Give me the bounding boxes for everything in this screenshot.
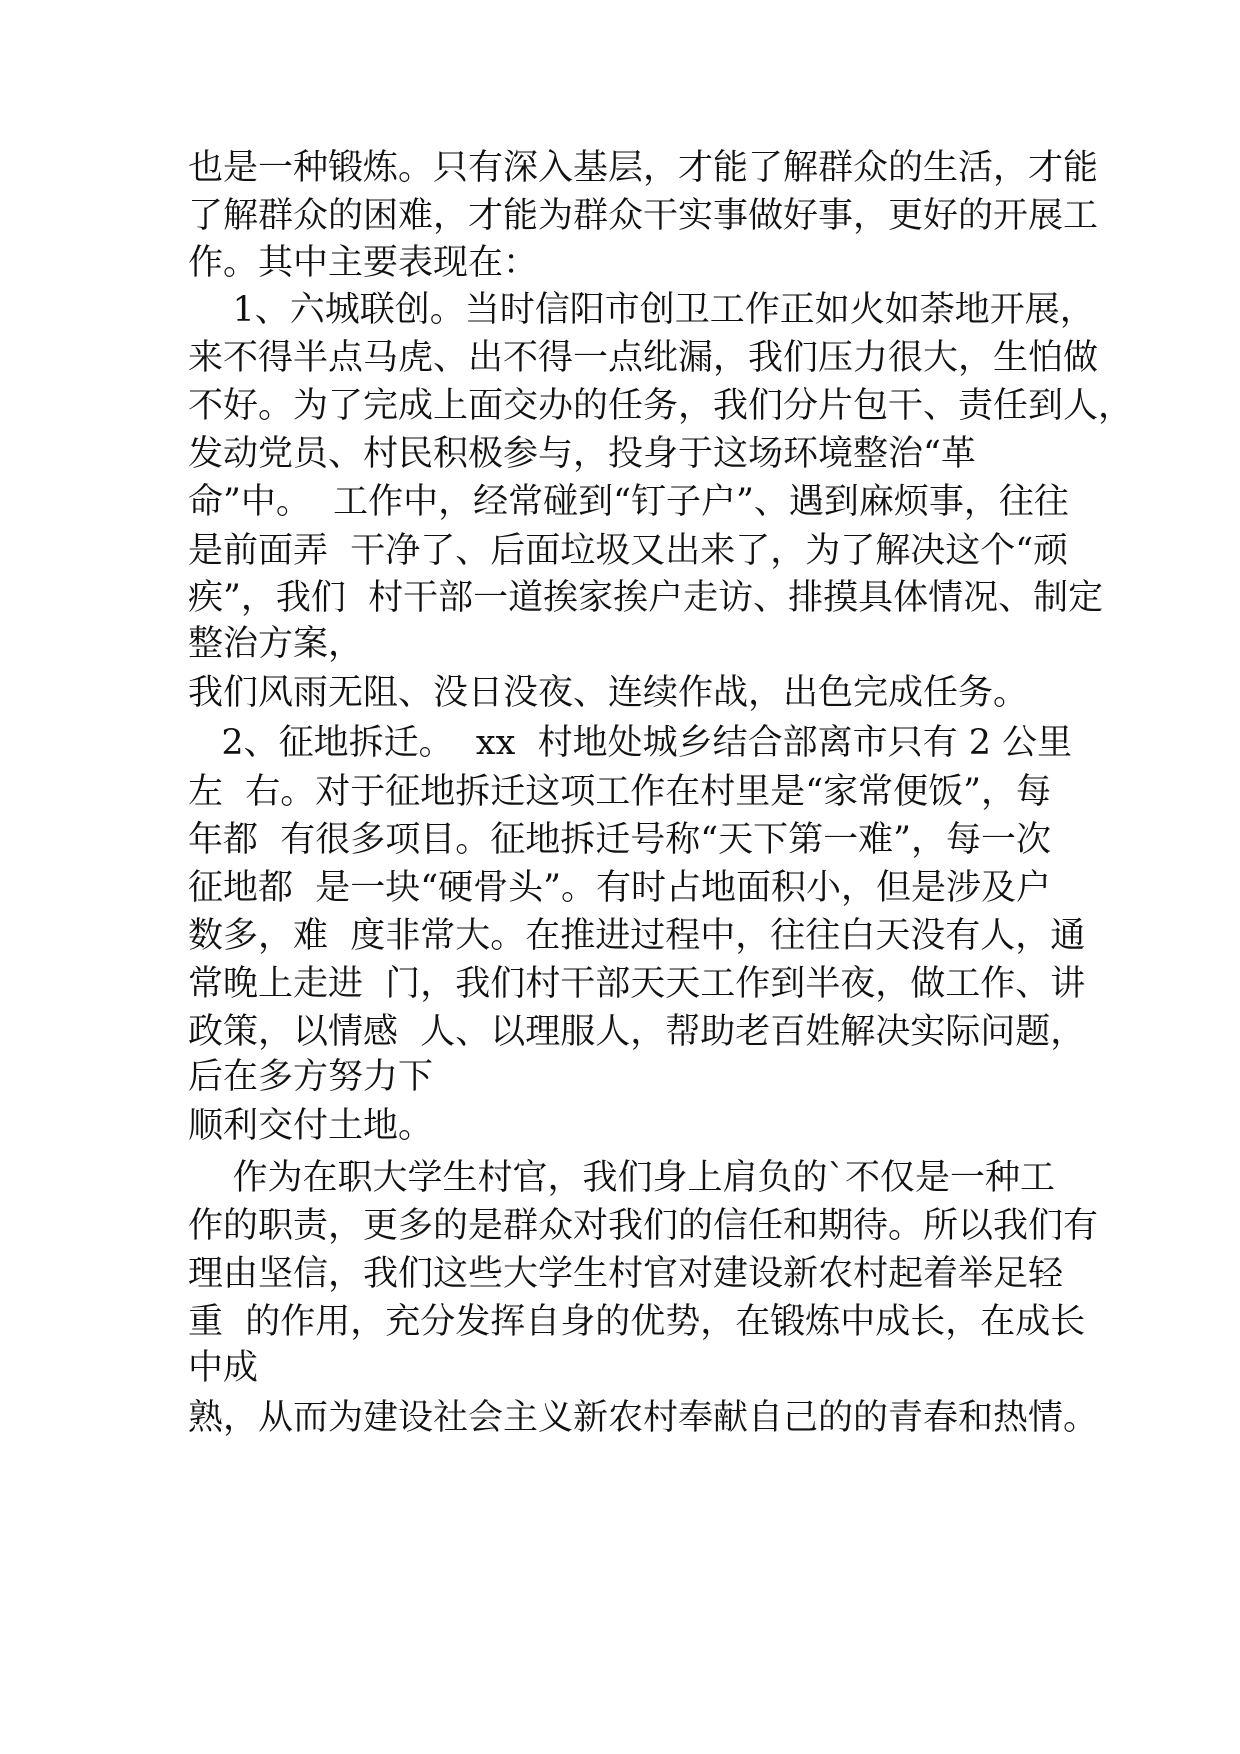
text-line: 顺利交付土地。 <box>188 1106 434 1146</box>
text-line: 数多，难 度非常大。在推进过程中，往往白天没有人，通 <box>188 916 1086 956</box>
text-line: 征地都 是一块“硬骨头”。有时占地面积小，但是涉及户 <box>188 868 1052 908</box>
text-line: 整治方案， <box>188 624 364 664</box>
text-line: 不好。为了完成上面交办的任务，我们分片包干、责任到人， <box>188 386 1134 426</box>
text-line: 作的职责，更多的是群众对我们的信任和期待。所以我们有 <box>188 1206 1099 1246</box>
text-line: 后在多方努力下 <box>188 1057 434 1097</box>
text-line: 来不得半点马虎、出不得一点纰漏，我们压力很大，生怕做 <box>188 338 1099 378</box>
text-line: 发动党员、村民积极参与，投身于这场环境整治“革 <box>188 434 976 474</box>
text-line: 中成 <box>188 1348 259 1388</box>
text-line: 年都 有很多项目。征地拆迁号称“天下第一难”，每一次 <box>188 820 1052 860</box>
text-line: 常晚上走进 门，我们村干部天天工作到半夜，做工作、讲 <box>188 964 1086 1004</box>
text-line: 左 右。对于征地拆迁这项工作在村里是“家常便饭”，每 <box>188 772 1052 812</box>
text-line: 重 的作用，充分发挥自身的优势，在锻炼中成长，在成长 <box>188 1302 1086 1342</box>
text-line: 了解群众的困难，才能为群众干实事做好事，更好的开展工 <box>188 196 1099 236</box>
text-line: 也是一种锻炼。只有深入基层，才能了解群众的生活，才能 <box>188 148 1099 188</box>
text-line: 熟，从而为建设社会主义新农村奉献自己的的青春和热情。 <box>188 1398 1099 1438</box>
text-line: 作为在职大学生村官，我们身上肩负的`不仅是一种工 <box>188 1158 1056 1198</box>
text-line: 是前面弄 干净了、后面垃圾又出来了，为了解决这个“顽 <box>188 531 1069 571</box>
text-line: 我们风雨无阻、没日没夜、连续作战，出色完成任务。 <box>188 673 1029 713</box>
text-line: 作。其中主要表现在： <box>188 243 539 283</box>
text-line: 政策，以情感 人、以理服人，帮助老百姓解决实际问题， <box>188 1012 1086 1052</box>
text-line: 1、六城联创。当时信阳市创卫工作正如火如荼地开展， <box>188 290 1095 330</box>
text-line: 理由坚信，我们这些大学生村官对建设新农村起着举足轻 <box>188 1254 1064 1294</box>
text-line: 命”中。 工作中，经常碰到“钉子户”、遇到麻烦事，往往 <box>188 482 1069 522</box>
text-line: 2、征地拆迁。 xx 村地处城乡结合部离市只有 2 公里 <box>188 723 1073 763</box>
text-line: 疾”，我们 村干部一道挨家挨户走访、排摸具体情况、制定 <box>188 578 1104 618</box>
